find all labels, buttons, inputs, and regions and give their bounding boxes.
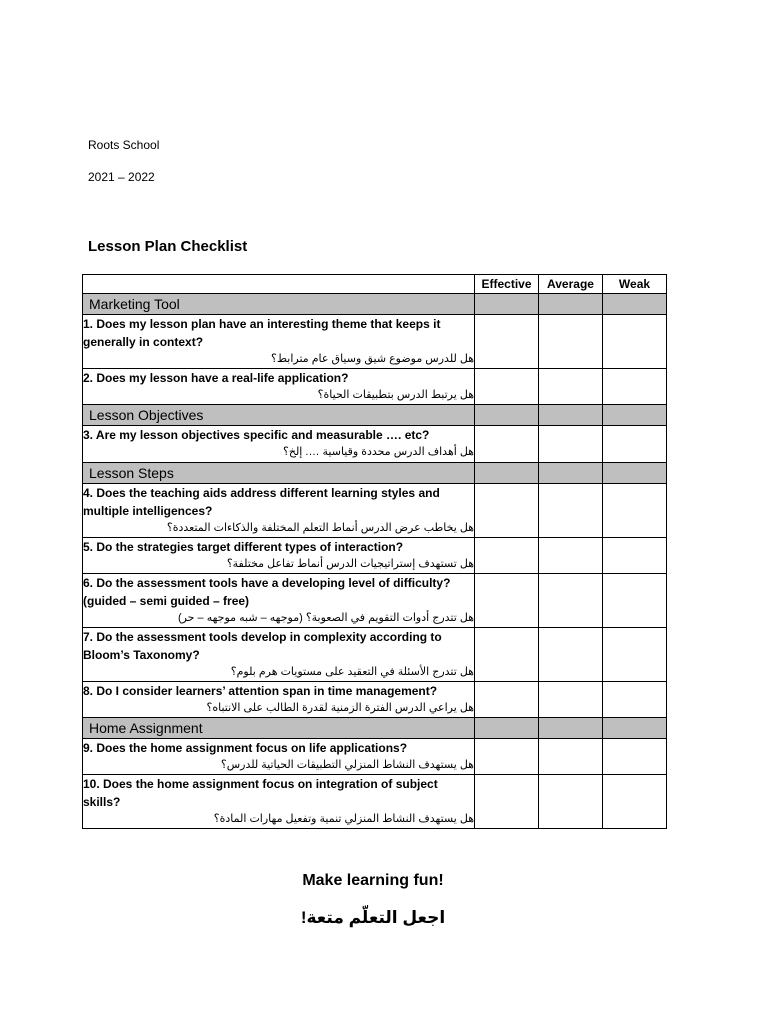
section-cell	[539, 463, 603, 484]
school-name: Roots School	[88, 138, 160, 152]
column-header-effective: Effective	[475, 275, 539, 294]
table-row	[83, 369, 667, 405]
rating-cell-effective[interactable]	[475, 369, 539, 405]
rating-cell-average[interactable]	[539, 682, 603, 718]
question-text-arabic: هل للدرس موضوع شيق وسياق عام مترابط؟	[271, 353, 474, 365]
question-cell	[83, 315, 475, 369]
question-text: 5. Do the strategies target different types of interaction?	[83, 540, 404, 554]
section-label: Lesson Steps	[83, 463, 475, 484]
rating-cell-average[interactable]	[539, 739, 603, 775]
section-row-home-assignment	[83, 718, 667, 739]
section-row-lesson-steps	[83, 463, 667, 484]
rating-cell-weak[interactable]	[603, 574, 667, 628]
table-row	[83, 538, 667, 574]
question-cell	[83, 739, 475, 775]
question-text: 1. Does my lesson plan have an interesting theme that keeps it generally in context?	[83, 317, 441, 349]
rating-cell-average[interactable]	[539, 426, 603, 463]
question-text: 8. Do I consider learners’ attention span in time management?	[83, 684, 438, 698]
question-text: 6. Do the assessment tools have a developing level of difficulty? (guided – semi guided – free)	[83, 576, 451, 608]
section-cell	[603, 463, 667, 484]
table-row	[83, 775, 667, 829]
question-text: 3. Are my lesson objectives specific and measurable …. etc?	[83, 428, 430, 442]
rating-cell-weak[interactable]	[603, 369, 667, 405]
rating-cell-effective[interactable]	[475, 484, 539, 538]
academic-year: 2021 – 2022	[88, 170, 155, 184]
question-text-arabic: هل يرتبط الدرس بتطبيقات الحياة؟	[317, 389, 474, 401]
rating-cell-effective[interactable]	[475, 739, 539, 775]
rating-cell-effective[interactable]	[475, 628, 539, 682]
rating-cell-average[interactable]	[539, 574, 603, 628]
table-row	[83, 682, 667, 718]
rating-cell-weak[interactable]	[603, 739, 667, 775]
question-cell	[83, 538, 475, 574]
rating-cell-effective[interactable]	[475, 682, 539, 718]
section-cell	[539, 405, 603, 426]
rating-cell-average[interactable]	[539, 315, 603, 369]
column-header-average: Average	[539, 275, 603, 294]
question-cell	[83, 574, 475, 628]
rating-cell-weak[interactable]	[603, 538, 667, 574]
question-text: 9. Does the home assignment focus on life applications?	[83, 741, 408, 755]
section-row-lesson-objectives	[83, 405, 667, 426]
question-text-arabic: هل تتدرج أدوات التقويم في الصعوبة؟ (موجهه – شبه موجهه – حر)	[177, 612, 474, 624]
question-text-arabic: هل أهداف الدرس محددة وقياسية …. إلخ؟	[283, 446, 474, 458]
question-cell	[83, 484, 475, 538]
table-row	[83, 574, 667, 628]
question-text-arabic: هل يستهدف النشاط المنزلي التطبيقات الحياتية للدرس؟	[220, 759, 474, 771]
section-cell	[475, 463, 539, 484]
question-cell	[83, 426, 475, 463]
table-row	[83, 739, 667, 775]
footer-slogan-arabic: اجعل التعلّم متعة!	[300, 908, 446, 927]
column-header-blank	[83, 275, 475, 294]
section-row-marketing-tool	[83, 294, 667, 315]
rating-cell-average[interactable]	[539, 484, 603, 538]
section-label: Lesson Objectives	[83, 405, 475, 426]
question-cell	[83, 682, 475, 718]
section-cell	[475, 405, 539, 426]
table-row	[83, 628, 667, 682]
rating-cell-weak[interactable]	[603, 682, 667, 718]
question-cell	[83, 369, 475, 405]
rating-cell-weak[interactable]	[603, 484, 667, 538]
section-label: Marketing Tool	[83, 294, 475, 315]
question-text-arabic: هل يراعي الدرس الفترة الزمنية لقدرة الطالب على الانتباه؟	[206, 702, 474, 714]
section-cell	[603, 405, 667, 426]
question-text: 2. Does my lesson have a real-life application?	[83, 371, 349, 385]
section-label: Home Assignment	[83, 718, 475, 739]
rating-cell-effective[interactable]	[475, 538, 539, 574]
question-text-arabic: هل يخاطب عرض الدرس أنماط التعلم المختلفة والذكاءات المتعددة؟	[166, 522, 474, 534]
rating-cell-effective[interactable]	[475, 775, 539, 829]
question-text: 4. Does the teaching aids address different learning styles and multiple intelligences?	[83, 486, 440, 518]
checklist-table	[82, 274, 667, 829]
question-text-arabic: هل تستهدف إستراتيجيات الدرس أنماط تفاعل مختلفة؟	[226, 558, 474, 570]
section-cell	[539, 294, 603, 315]
table-row	[83, 426, 667, 463]
rating-cell-average[interactable]	[539, 369, 603, 405]
section-cell	[475, 294, 539, 315]
question-cell	[83, 628, 475, 682]
question-text: 10. Does the home assignment focus on integration of subject skills?	[83, 777, 438, 809]
rating-cell-average[interactable]	[539, 628, 603, 682]
rating-cell-weak[interactable]	[603, 315, 667, 369]
question-text: 7. Do the assessment tools develop in complexity according to Bloom’s Taxonomy?	[83, 630, 442, 662]
question-cell	[83, 775, 475, 829]
rating-cell-weak[interactable]	[603, 775, 667, 829]
rating-cell-effective[interactable]	[475, 574, 539, 628]
question-text-arabic: هل يستهدف النشاط المنزلي تنمية وتفعيل مهارات المادة؟	[213, 813, 474, 825]
column-header-weak: Weak	[603, 275, 667, 294]
rating-cell-average[interactable]	[539, 538, 603, 574]
rating-cell-effective[interactable]	[475, 315, 539, 369]
rating-cell-weak[interactable]	[603, 628, 667, 682]
question-text-arabic: هل تتدرج الأسئلة في التعقيد على مستويات هرم بلوم؟	[230, 666, 474, 678]
document-title: Lesson Plan Checklist	[88, 238, 248, 255]
table-header-row	[83, 275, 667, 294]
section-cell	[475, 718, 539, 739]
rating-cell-average[interactable]	[539, 775, 603, 829]
table-row	[83, 484, 667, 538]
footer-slogan: Make learning fun!	[302, 872, 444, 889]
table-row	[83, 315, 667, 369]
rating-cell-weak[interactable]	[603, 426, 667, 463]
rating-cell-effective[interactable]	[475, 426, 539, 463]
section-cell	[539, 718, 603, 739]
section-cell	[603, 718, 667, 739]
section-cell	[603, 294, 667, 315]
